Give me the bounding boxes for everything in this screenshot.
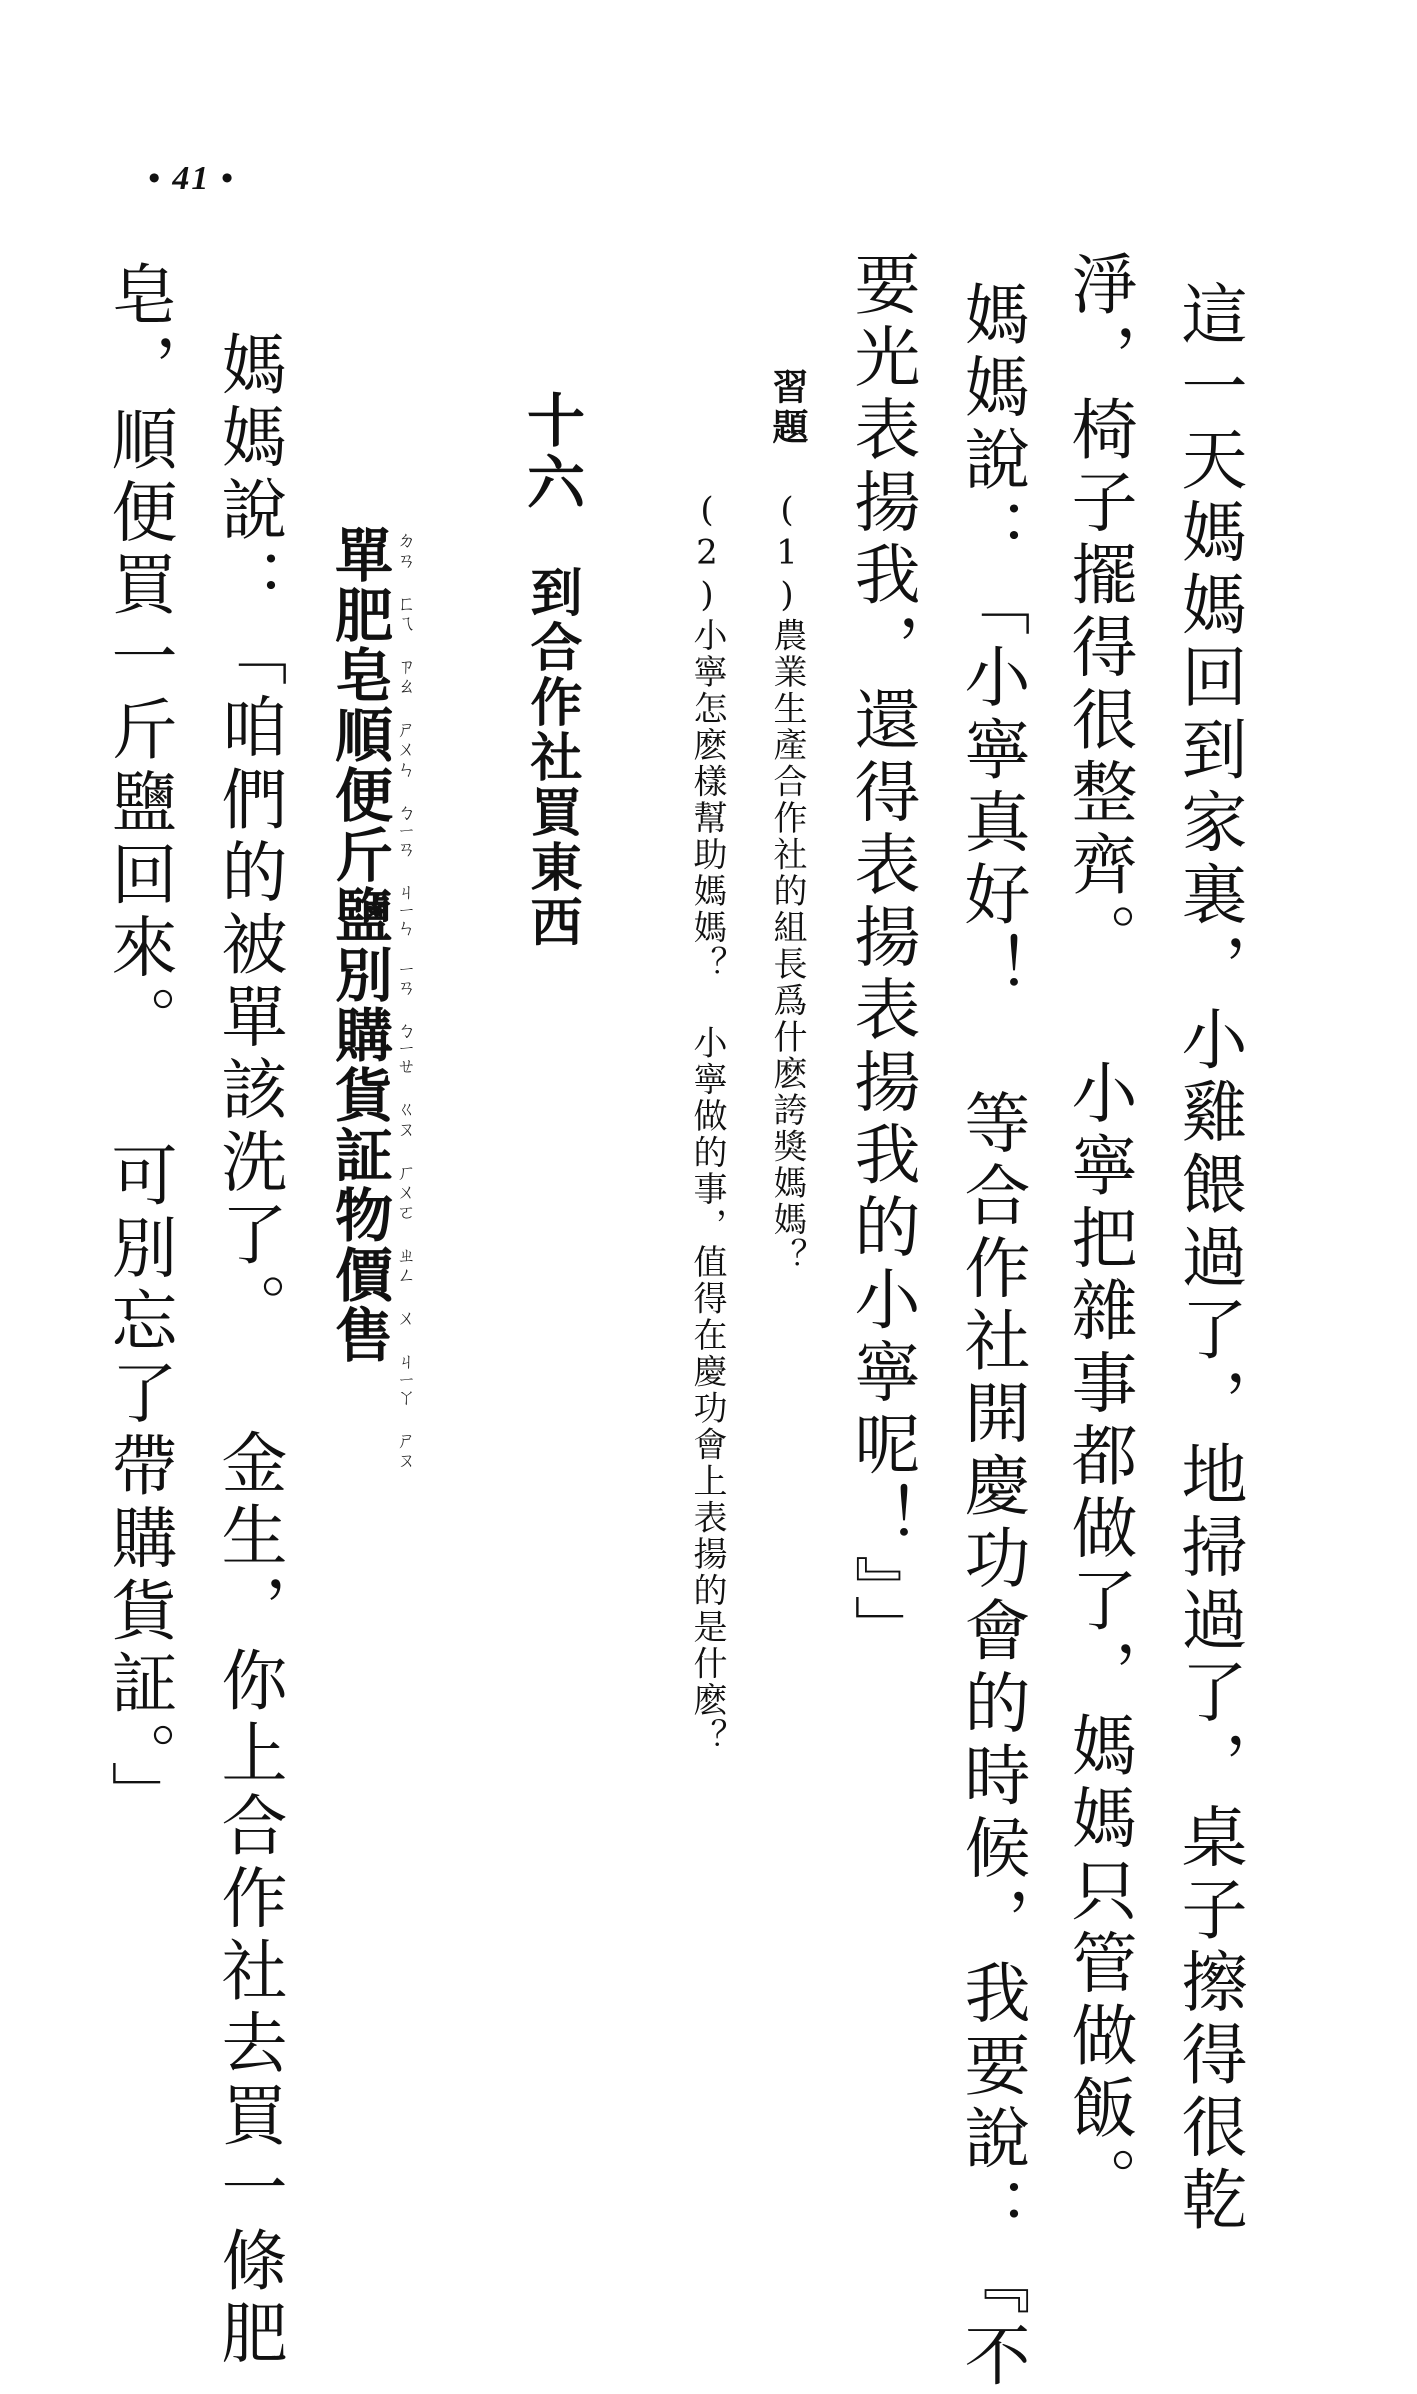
exercise-item-2: (2)小寧怎麽樣幫助媽媽？ 小寧做的事，值得在慶功會上表揚的是什麽？ bbox=[687, 490, 727, 1755]
story-line-2: 淨，椅子擺得很整齊。 小寧把雜事都做了，媽媽只管做飯。 bbox=[1060, 250, 1137, 2219]
lesson-title: 到合作社買東西 bbox=[521, 565, 581, 950]
story-line-1: 這一天媽媽回到家裏，小雞餵過了，地掃過了，桌子擦得很乾 bbox=[1170, 280, 1247, 2238]
lesson-number: 十六 bbox=[517, 390, 585, 514]
dialogue-line-1: 媽媽說：「咱們的被單該洗了。 金生，你上合作社去買一條肥 bbox=[210, 330, 287, 2371]
vocabulary-words: 單肥皂順便斤鹽別購貨証物價售 bbox=[325, 525, 393, 1365]
exercise-label: 習題 bbox=[767, 368, 809, 448]
vocabulary-zhuyin: ㄉㄢ ㄈㄟ ㄗㄠ ㄕㄨㄣ ㄅㄧㄢ ㄐㄧㄣ ㄧㄢ ㄅㄧㄝ ㄍㄡ ㄏㄨㄛ ㄓㄥ ㄨ ㄐㄧㄚ ㄕㄡ bbox=[394, 530, 416, 1471]
exercise-item-1: (1)農業生產合作社的組長爲什麽誇獎媽媽？ bbox=[767, 490, 807, 1275]
page-number: • 41 • bbox=[148, 160, 235, 197]
story-line-4: 要光表揚我，還得表揚表揚我的小寧呢！』」 bbox=[843, 250, 920, 1667]
dialogue-line-2: 皂，順便買一斤鹽回來。 可別忘了帶購貨証。」 bbox=[100, 260, 177, 1833]
story-line-3: 媽媽說：「小寧真好！ 等合作社開慶功會的時候，我要說：『不 bbox=[953, 280, 1030, 2394]
